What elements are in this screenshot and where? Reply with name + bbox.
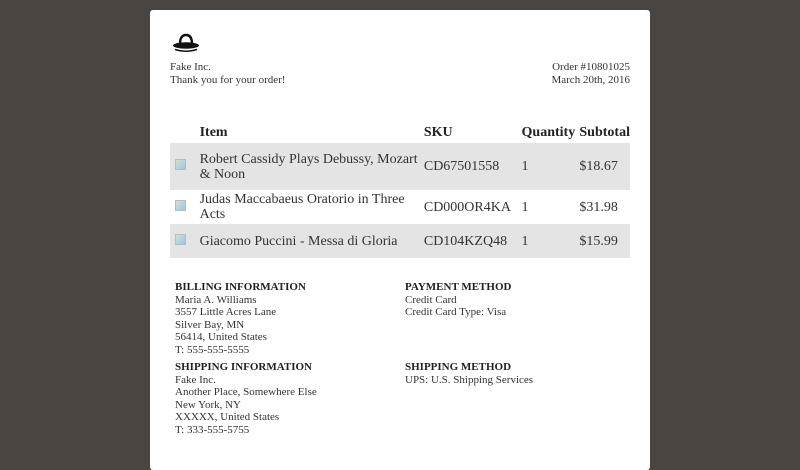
column-header-item: Item xyxy=(199,125,228,140)
shipping-info-line: XXXXX, United States xyxy=(175,411,280,423)
item-quantity: 1 xyxy=(521,199,529,215)
shipping-method-heading: SHIPPING METHOD xyxy=(405,361,512,373)
item-sku: CD104KZQ48 xyxy=(424,224,522,258)
item-sku: CD67501558 xyxy=(424,143,522,190)
order-block xyxy=(551,61,630,87)
billing-line: Maria A. Williams xyxy=(175,293,257,306)
thank-you-message: Thank you for your order! xyxy=(170,74,286,86)
column-header-sku: SKU xyxy=(423,125,453,140)
order-date: March 20th, 2016 xyxy=(551,74,630,86)
broken-image-icon xyxy=(175,159,186,170)
broken-image-icon xyxy=(175,200,186,211)
table-header-row xyxy=(170,123,630,143)
item-subtotal: $15.99 xyxy=(579,224,630,258)
shipping-info-line: New York, NY xyxy=(175,398,242,411)
payment-line: Credit Card Type: Visa xyxy=(405,306,507,318)
company-name: Fake Inc. xyxy=(170,61,211,73)
receipt-card xyxy=(150,10,650,470)
billing-line: 3557 Little Acres Lane xyxy=(175,306,277,318)
billing-heading: BILLING INFORMATION xyxy=(175,281,306,293)
shipping-method-line: UPS: U.S. Shipping Services xyxy=(405,373,534,386)
hat-logo-icon xyxy=(172,32,200,54)
broken-image-icon xyxy=(175,234,186,245)
billing-line: Silver Bay, MN xyxy=(175,318,245,331)
order-number: Order #10801025 xyxy=(552,61,630,73)
order-items-table xyxy=(170,123,630,258)
item-subtotal: $18.67 xyxy=(579,143,630,190)
shipping-info-line: T: 333-555-5755 xyxy=(175,423,250,436)
column-header-quantity: Quantity xyxy=(521,125,576,140)
payment-heading: PAYMENT METHOD xyxy=(405,281,512,293)
shipping-information xyxy=(175,361,317,436)
item-subtotal: $31.98 xyxy=(579,199,618,215)
payment-method xyxy=(405,281,511,319)
company-block xyxy=(170,61,285,87)
billing-information xyxy=(175,281,306,356)
column-header-image xyxy=(170,123,200,143)
billing-line: 56414, United States xyxy=(175,331,267,343)
item-name: Giacomo Puccini - Messa di Gloria xyxy=(200,224,424,258)
table-row xyxy=(170,224,630,258)
shipping-method xyxy=(405,361,533,386)
shipping-info-line: Another Place, Somewhere Else xyxy=(175,386,317,398)
billing-line: T: 555-555-5555 xyxy=(175,343,250,356)
item-quantity: 1 xyxy=(522,143,580,190)
item-sku: CD000OR4KA xyxy=(423,199,511,215)
shipping-info-line: Fake Inc. xyxy=(175,373,216,386)
table-row xyxy=(170,190,630,224)
shipping-info-heading: SHIPPING INFORMATION xyxy=(175,361,312,373)
table-row xyxy=(170,143,630,190)
payment-line: Credit Card xyxy=(405,293,457,306)
item-name: Robert Cassidy Plays Debussy, Mozart & Noon xyxy=(200,143,424,190)
column-header-subtotal: Subtotal xyxy=(579,125,630,140)
item-name: Judas Maccabaeus Oratorio in Three Acts xyxy=(199,192,405,222)
item-quantity: 1 xyxy=(522,224,580,258)
